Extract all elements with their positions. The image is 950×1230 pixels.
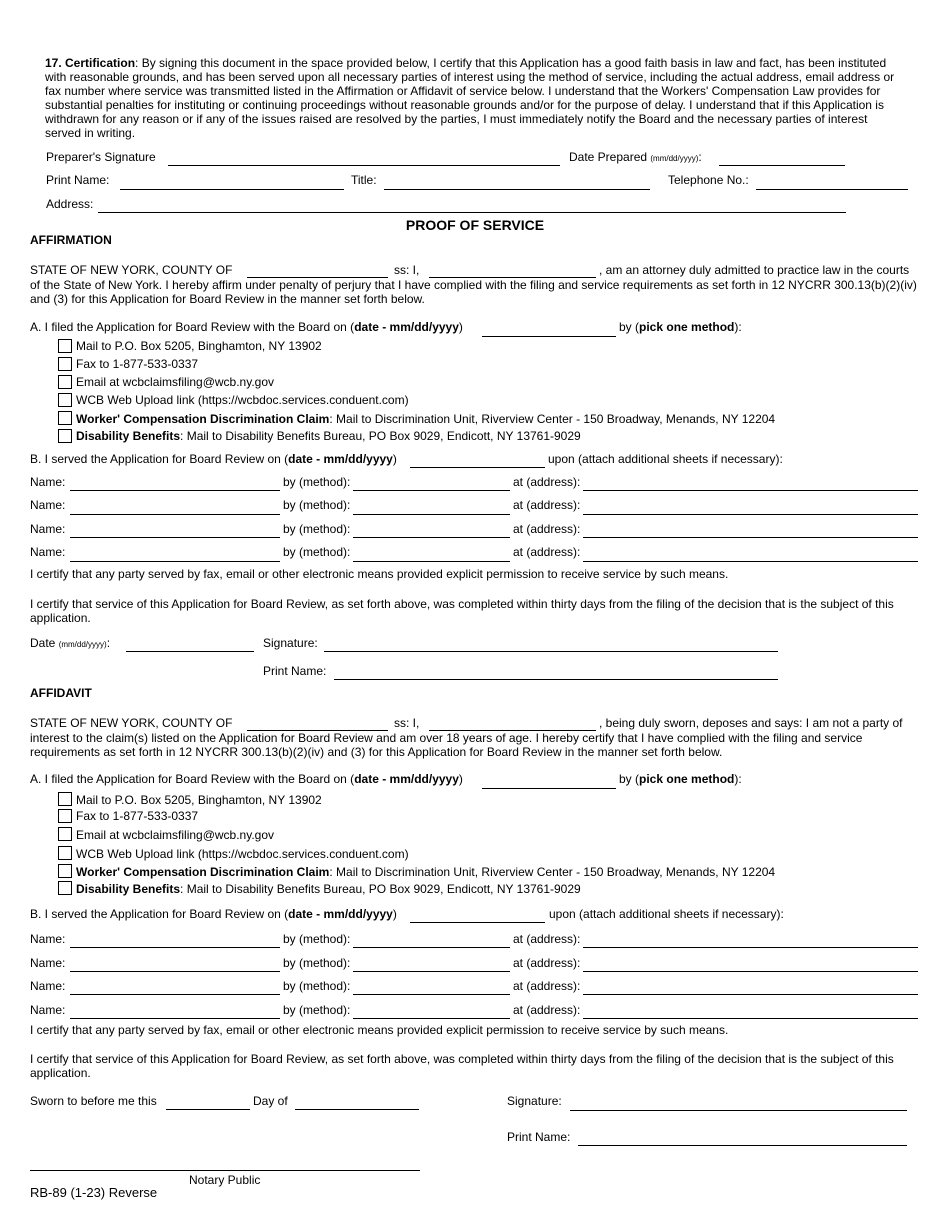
affirmation-date-colon: : — [106, 636, 111, 650]
affidavit-option-mail-checkbox[interactable] — [58, 792, 72, 806]
affirmation-filed-prefix: A. I filed the Application for Board Review with the Board on ( — [30, 320, 355, 334]
affirmation-filed-date-field[interactable] — [482, 322, 616, 337]
affidavit-print-name-label: Print Name: — [507, 1130, 571, 1144]
party-address-label: at (address): — [513, 522, 581, 536]
affirmation-pick-method-label — [619, 320, 742, 334]
affirmation-served-date-bold: date - mm/dd/yyyy — [288, 452, 393, 466]
telephone-label: Telephone No.: — [668, 173, 749, 187]
party-name-field[interactable] — [70, 980, 280, 995]
affidavit-statement-start: , being duly sworn, deposes and says: I am not a party of — [599, 716, 903, 730]
affidavit-print-name-field[interactable] — [578, 1131, 907, 1146]
certification-text: : By signing this document in the space provided below, I certify that this Application has a good faith basis in law and fact, has been instituted with reasonable grounds, and has been served upon all necessary parties of interest using the method of service, including the actual address, email address or fax number where service was transmitted listed in the Affirmation or Affidavit of service below. I understand that the Workers' Compensation Law provides for substantial penalties for instituting or continuing proceedings without reasonable grounds and/or for the purpose of delay. I understand that if this Application is withdrawn for any reason or if any of the issues raised are resolved by the parties, I must immediately notify the Board and the necessary parties of interest served in writing. — [45, 56, 895, 140]
affidavit-option-fax-checkbox[interactable] — [58, 809, 72, 823]
certification-paragraph — [45, 56, 905, 140]
affidavit-county-field[interactable] — [247, 716, 388, 731]
affirmation-option-web-checkbox[interactable] — [58, 393, 72, 407]
date-prepared-colon: : — [698, 150, 702, 164]
title-label: Title: — [351, 173, 377, 187]
affidavit-served-date-field[interactable] — [410, 908, 545, 923]
affidavit-served-date-bold: date - mm/dd/yyyy — [288, 907, 393, 921]
affidavit-option-email-checkbox[interactable] — [58, 827, 72, 841]
affirmation-heading: AFFIRMATION — [30, 233, 112, 247]
affidavit-pick-end: ): — [734, 772, 742, 786]
date-prepared-text: Date Prepared — [569, 150, 651, 164]
affirmation-print-name-label: Print Name: — [263, 664, 327, 678]
affidavit-by-text: by ( — [619, 772, 640, 786]
affirmation-option-email-checkbox[interactable] — [58, 375, 72, 389]
affirmation-electronic-cert: I certify that any party served by fax, email or other electronic means provided explicit permission to receive service by such means. — [30, 567, 729, 581]
party-method-label: by (method): — [283, 979, 351, 993]
affirmation-statement-start: , am an attorney duly admitted to practice law in the courts — [599, 263, 910, 277]
affidavit-signature-label: Signature: — [507, 1094, 562, 1108]
title-field[interactable] — [384, 175, 650, 190]
affirmation-option-disability — [76, 429, 581, 443]
preparer-signature-label: Preparer's Signature — [46, 150, 156, 164]
party-address-field[interactable] — [583, 957, 918, 972]
affidavit-name-field[interactable] — [429, 716, 596, 731]
print-name-field[interactable] — [120, 175, 344, 190]
affidavit-served-prefix: B. I served the Application for Board Review on ( — [30, 907, 289, 921]
day-of-label: Day of — [253, 1094, 288, 1108]
party-name-field[interactable] — [70, 500, 280, 515]
affirmation-name-field[interactable] — [429, 263, 596, 278]
party-method-field[interactable] — [353, 523, 510, 538]
affidavit-served-close: ) — [392, 907, 397, 921]
affirmation-disability-bold: Disability Benefits — [76, 429, 181, 443]
party-method-field[interactable] — [353, 476, 510, 491]
affirmation-state-label: STATE OF NEW YORK, COUNTY OF — [30, 263, 233, 277]
party-address-field[interactable] — [583, 980, 918, 995]
affidavit-discrimination-bold: Worker' Compensation Discrimination Claim — [76, 865, 330, 879]
party-name-field[interactable] — [70, 933, 280, 948]
affirmation-by-text: by ( — [619, 320, 640, 334]
affirmation-served-close: ) — [392, 452, 397, 466]
affidavit-disability-text: : Mail to Disability Benefits Bureau, PO Box 9029, Endicott, NY 13761-9029 — [180, 882, 581, 896]
affidavit-signature-field[interactable] — [570, 1096, 907, 1111]
affirmation-option-mail: Mail to P.O. Box 5205, Binghamton, NY 13902 — [76, 339, 322, 353]
affidavit-disability-bold: Disability Benefits — [76, 882, 181, 896]
affidavit-discrimination-text: : Mail to Discrimination Unit, Riverview Center - 150 Broadway, Menands, NY 12204 — [329, 865, 776, 879]
affirmation-discrimination-text: : Mail to Discrimination Unit, Riverview Center - 150 Broadway, Menands, NY 12204 — [329, 412, 776, 426]
affidavit-filed-close: ) — [458, 772, 463, 786]
affidavit-statement-rest: interest to the claim(s) listed on the Application for Board Review and am over 18 years of age. I hereby certify that I have complied with the filing and service requirements as set forth in 12 NYCRR 300.13(b)(2)(iv) and (3) for this Application for Board Review in the manner set forth below. — [30, 731, 863, 759]
affirmation-statement-rest: of the State of New York. I hereby affirm under penalty of perjury that I have complied with the filing and service requirements as set forth in 12 NYCRR 300.13(b)(2)(iv) and (3) for this Application for Board Review in the manner set forth below. — [30, 278, 917, 306]
party-name-field[interactable] — [70, 476, 280, 491]
date-prepared-field[interactable] — [719, 151, 845, 166]
affidavit-electronic-cert: I certify that any party served by fax, email or other electronic means provided explicit permission to receive service by such means. — [30, 1023, 729, 1037]
affidavit-thirty-days-cert: I certify that service of this Application for Board Review, as set forth above, was completed within thirty days from the filing of the decision that is the subject of this application. — [30, 1052, 894, 1080]
address-label: Address: — [46, 197, 94, 211]
affirmation-option-web: WCB Web Upload link (https://wcbdoc.services.conduent.com) — [76, 393, 409, 407]
party-name-field[interactable] — [70, 1004, 280, 1019]
affidavit-option-discrimination — [76, 865, 775, 879]
party-method-label: by (method): — [283, 1003, 351, 1017]
affirmation-signature-label: Signature: — [263, 636, 318, 650]
affidavit-option-mail: Mail to P.O. Box 5205, Binghamton, NY 13902 — [76, 793, 322, 807]
party-method-label: by (method): — [283, 522, 351, 536]
affirmation-served-prefix: B. I served the Application for Board Review on ( — [30, 452, 289, 466]
affidavit-filed-date-field[interactable] — [482, 774, 616, 789]
affidavit-served-label — [30, 907, 397, 921]
affirmation-pick-bold: pick one method — [639, 320, 735, 334]
affirmation-option-disability-checkbox[interactable] — [58, 429, 72, 443]
party-address-field[interactable] — [583, 500, 918, 515]
notary-signature-field[interactable] — [30, 1156, 420, 1171]
affidavit-pick-bold: pick one method — [639, 772, 735, 786]
affidavit-option-web: WCB Web Upload link (https://wcbdoc.services.conduent.com) — [76, 847, 409, 861]
party-method-label: by (method): — [283, 475, 351, 489]
party-address-label: at (address): — [513, 956, 581, 970]
affidavit-pick-method-label — [619, 772, 742, 786]
affirmation-option-mail-checkbox[interactable] — [58, 339, 72, 353]
party-name-label: Name: — [30, 545, 66, 559]
party-address-label: at (address): — [513, 545, 581, 559]
address-field[interactable] — [98, 198, 846, 213]
print-name-label: Print Name: — [46, 173, 110, 187]
affidavit-option-disability-checkbox[interactable] — [58, 881, 72, 895]
affirmation-county-field[interactable] — [247, 263, 388, 278]
party-method-field[interactable] — [353, 1004, 510, 1019]
party-name-label: Name: — [30, 498, 66, 512]
party-name-field[interactable] — [70, 957, 280, 972]
affirmation-pick-end: ): — [734, 320, 742, 334]
affidavit-option-discrimination-checkbox[interactable] — [58, 864, 72, 878]
party-address-label: at (address): — [513, 498, 581, 512]
party-method-field[interactable] — [353, 980, 510, 995]
party-address-field[interactable] — [583, 933, 918, 948]
affidavit-state-label: STATE OF NEW YORK, COUNTY OF — [30, 716, 233, 730]
affirmation-date-format: (mm/dd/yyyy) — [58, 640, 107, 649]
party-method-label: by (method): — [283, 932, 351, 946]
affirmation-print-name-field[interactable] — [334, 665, 778, 680]
affidavit-option-web-checkbox[interactable] — [58, 846, 72, 860]
party-address-field[interactable] — [583, 547, 918, 562]
affirmation-date-text: Date — [30, 636, 59, 650]
party-method-field[interactable] — [353, 547, 510, 562]
affirmation-signature-field[interactable] — [324, 637, 778, 652]
affirmation-date-field[interactable] — [126, 637, 254, 652]
affirmation-option-discrimination-checkbox[interactable] — [58, 411, 72, 425]
affirmation-discrimination-bold: Worker' Compensation Discrimination Claim — [76, 412, 330, 426]
affidavit-ss-label: ss: I, — [394, 716, 420, 730]
affidavit-option-email: Email at wcbclaimsfiling@wcb.ny.gov — [76, 828, 275, 842]
party-method-label: by (method): — [283, 545, 351, 559]
party-address-label: at (address): — [513, 979, 581, 993]
party-method-label: by (method): — [283, 498, 351, 512]
sworn-month-field[interactable] — [295, 1095, 419, 1110]
form-footer: RB-89 (1-23) Reverse — [30, 1185, 158, 1200]
affidavit-filed-label — [30, 772, 463, 786]
affirmation-filed-date-bold: date - mm/dd/yyyy — [354, 320, 459, 334]
affirmation-served-label — [30, 452, 397, 466]
party-method-label: by (method): — [283, 956, 351, 970]
party-name-label: Name: — [30, 475, 66, 489]
affirmation-ss-label: ss: I, — [394, 263, 420, 277]
affidavit-served-upon: upon (attach additional sheets if necessary): — [549, 907, 784, 921]
affirmation-option-fax-checkbox[interactable] — [58, 357, 72, 371]
party-address-label: at (address): — [513, 1003, 581, 1017]
party-method-field[interactable] — [353, 957, 510, 972]
affidavit-option-fax: Fax to 1-877-533-0337 — [76, 809, 199, 823]
notary-public-label: Notary Public — [189, 1173, 261, 1187]
party-address-field[interactable] — [583, 1004, 918, 1019]
affirmation-option-fax: Fax to 1-877-533-0337 — [76, 357, 199, 371]
sworn-before-label: Sworn to before me this — [30, 1094, 157, 1108]
date-prepared-format: (mm/dd/yyyy) — [650, 154, 699, 163]
affidavit-option-disability — [76, 882, 581, 896]
party-name-label: Name: — [30, 979, 66, 993]
party-method-field[interactable] — [353, 933, 510, 948]
preparer-signature-field[interactable] — [168, 151, 560, 166]
affirmation-disability-text: : Mail to Disability Benefits Bureau, PO Box 9029, Endicott, NY 13761-9029 — [180, 429, 581, 443]
party-name-label: Name: — [30, 956, 66, 970]
affidavit-filed-prefix: A. I filed the Application for Board Review with the Board on ( — [30, 772, 355, 786]
affirmation-filed-close: ) — [458, 320, 463, 334]
telephone-field[interactable] — [756, 175, 908, 190]
affirmation-served-date-field[interactable] — [410, 453, 545, 468]
affirmation-thirty-days-cert: I certify that service of this Application for Board Review, as set forth above, was completed within thirty days from the filing of the decision that is the subject of this application. — [30, 597, 894, 625]
party-name-field[interactable] — [70, 523, 280, 538]
party-name-field[interactable] — [70, 547, 280, 562]
party-name-label: Name: — [30, 1003, 66, 1017]
party-address-label: at (address): — [513, 932, 581, 946]
party-name-label: Name: — [30, 522, 66, 536]
party-name-label: Name: — [30, 932, 66, 946]
certification-heading: 17. Certification — [45, 56, 136, 70]
party-method-field[interactable] — [353, 500, 510, 515]
proof-of-service-title: PROOF OF SERVICE — [405, 217, 545, 233]
affirmation-option-discrimination — [76, 412, 775, 426]
affirmation-filed-label — [30, 320, 463, 334]
affirmation-date-label — [30, 636, 110, 652]
party-address-field[interactable] — [583, 523, 918, 538]
affirmation-option-email: Email at wcbclaimsfiling@wcb.ny.gov — [76, 375, 275, 389]
party-address-label: at (address): — [513, 475, 581, 489]
affidavit-heading: AFFIDAVIT — [30, 686, 92, 700]
affirmation-served-upon: upon (attach additional sheets if necessary): — [548, 452, 783, 466]
sworn-day-field[interactable] — [166, 1095, 250, 1110]
party-address-field[interactable] — [583, 476, 918, 491]
date-prepared-label — [569, 150, 702, 166]
affidavit-filed-date-bold: date - mm/dd/yyyy — [354, 772, 459, 786]
